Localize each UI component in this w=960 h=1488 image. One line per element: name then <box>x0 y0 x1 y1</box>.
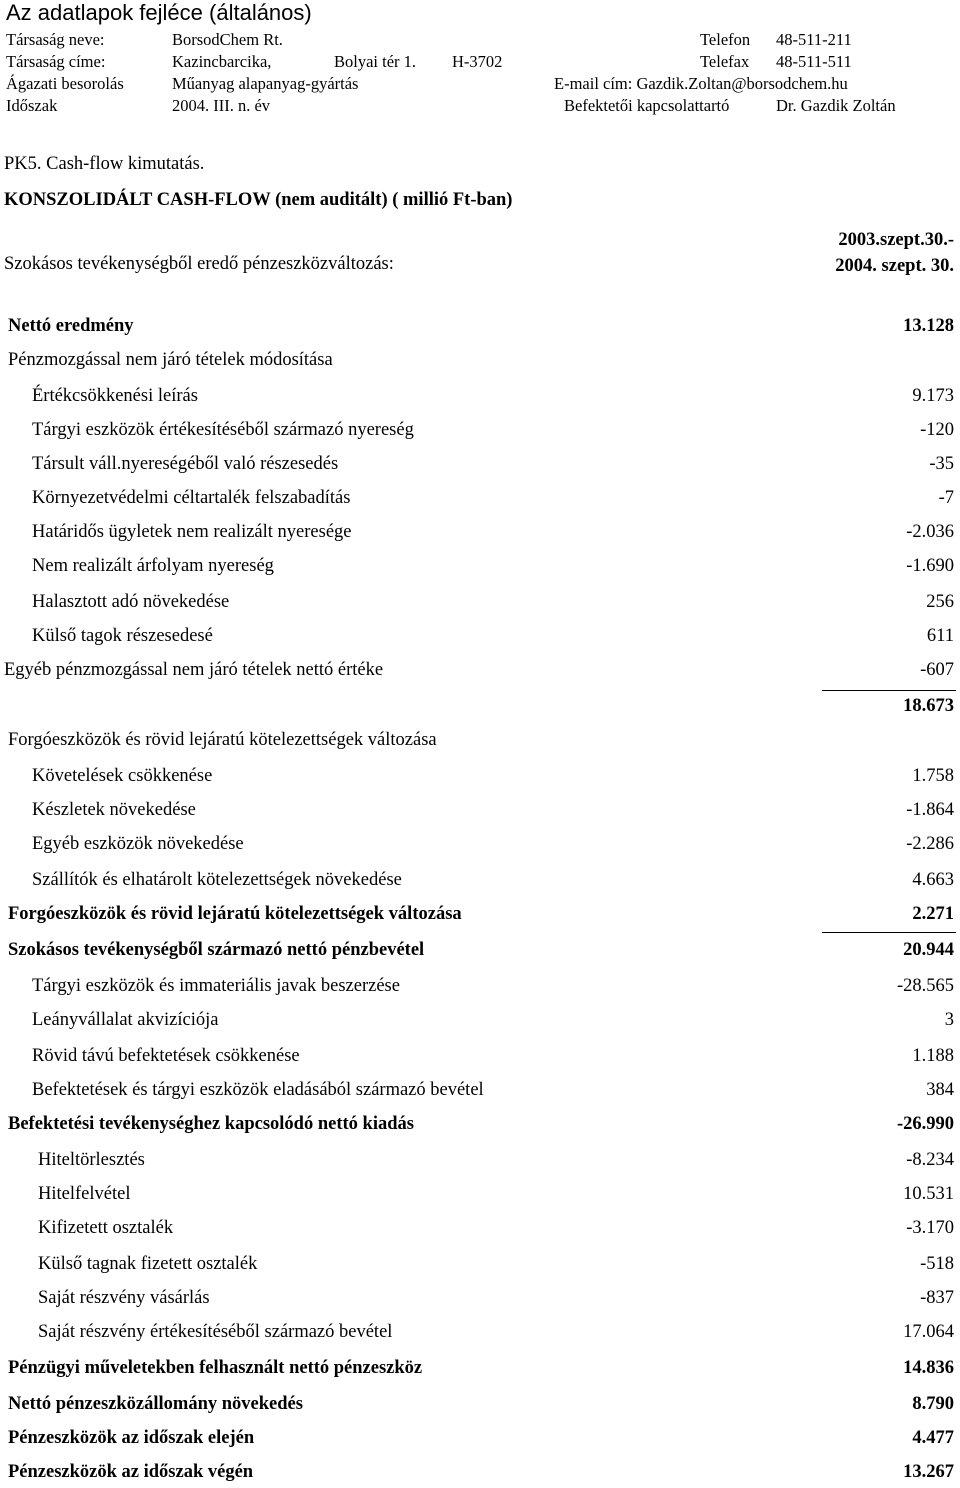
row-label: Követelések csökkenése <box>32 766 213 786</box>
row-value: 384 <box>926 1080 954 1100</box>
table-row <box>0 482 960 514</box>
table-row <box>0 828 960 860</box>
row-label: Szokásos tevékenységből származó nettó pénzbevétel <box>8 940 425 960</box>
table-row <box>0 654 960 686</box>
row-label: Nettó pénzeszközállomány növekedés <box>8 1394 303 1414</box>
phone-label: Telefon <box>700 30 751 49</box>
company-name-label: Társaság neve: <box>6 30 105 49</box>
report-title: KONSZOLIDÁLT CASH-FLOW (nem auditált) ( millió Ft-ban) <box>4 190 513 210</box>
row-label: Nettó eredmény <box>8 316 134 336</box>
row-value: 10.531 <box>903 1184 954 1204</box>
table-row <box>0 864 960 896</box>
row-value: 4.477 <box>912 1428 954 1448</box>
row-label: Külső tagnak fizetett osztalék <box>38 1254 258 1274</box>
row-value: -2.036 <box>906 522 954 542</box>
row-value: 1.188 <box>912 1046 954 1066</box>
row-value: -8.234 <box>906 1150 954 1170</box>
row-label: Készletek növekedése <box>32 800 196 820</box>
row-label: Pénzmozgással nem járó tételek módosítása <box>8 350 333 370</box>
address-zip: H-3702 <box>452 52 503 71</box>
row-value: 3 <box>944 1010 954 1030</box>
table-row <box>0 1422 960 1454</box>
table-row <box>0 1388 960 1420</box>
row-value: 13.267 <box>903 1462 954 1482</box>
period-line-1: 2003.szept.30.- <box>838 230 954 250</box>
table-row <box>0 1178 960 1210</box>
table-row <box>0 414 960 446</box>
row-label: Tárgyi eszközök értékesítéséből származó nyereség <box>32 420 414 440</box>
row-label: Pénzeszközök az időszak végén <box>8 1462 254 1482</box>
row-label: Tárgyi eszközök és immateriális javak beszerzése <box>32 976 400 996</box>
subtotal-rule <box>822 932 956 933</box>
fax: 48-511-511 <box>776 52 852 71</box>
row-value: 256 <box>926 592 954 612</box>
table-row <box>0 550 960 582</box>
row-value: 18.673 <box>903 696 954 716</box>
table-row <box>0 1282 960 1314</box>
row-label: Hitelfelvétel <box>38 1184 131 1204</box>
table-row <box>0 620 960 652</box>
row-value: -518 <box>920 1254 954 1274</box>
row-value: -35 <box>929 454 954 474</box>
row-label: Befektetések és tárgyi eszközök eladásából származó bevétel <box>32 1080 484 1100</box>
table-row <box>0 1248 960 1280</box>
row-label: Értékcsökkenési leírás <box>32 386 198 406</box>
table-row <box>0 1004 960 1036</box>
table-row <box>0 516 960 548</box>
row-value: -26.990 <box>896 1114 954 1134</box>
sector: Műanyag alapanyag-gyártás <box>172 74 359 93</box>
row-label: Egyéb eszközök növekedése <box>32 834 244 854</box>
report-code: PK5. Cash-flow kimutatás. <box>4 154 205 174</box>
row-value: 1.758 <box>912 766 954 786</box>
row-label: Forgóeszközök és rövid lejáratú kötelezettségek változása <box>8 904 462 924</box>
table-row <box>0 344 960 376</box>
table-row <box>0 1212 960 1244</box>
row-label: Pénzügyi műveletekben felhasznált nettó pénzeszköz <box>8 1358 423 1378</box>
period-label: Időszak <box>6 96 58 115</box>
row-label: Kifizetett osztalék <box>38 1218 174 1238</box>
row-label: Pénzeszközök az időszak elején <box>8 1428 255 1448</box>
row-label: Egyéb pénzmozgással nem járó tételek nettó értéke <box>4 660 384 680</box>
table-row <box>0 1074 960 1106</box>
table-row <box>0 448 960 480</box>
table-row <box>0 970 960 1002</box>
email: E-mail cím: Gazdik.Zoltan@borsodchem.hu <box>554 74 848 93</box>
row-value: 611 <box>926 626 954 646</box>
row-value: -28.565 <box>896 976 954 996</box>
table-row <box>0 1456 960 1488</box>
row-label: Hiteltörlesztés <box>38 1150 145 1170</box>
table-row <box>0 898 960 930</box>
row-label: Rövid távú befektetések csökkenése <box>32 1046 300 1066</box>
row-value: -7 <box>938 488 954 508</box>
row-value: 14.836 <box>903 1358 954 1378</box>
ir-label: Befektetői kapcsolattartó <box>564 96 730 115</box>
table-row <box>0 934 960 966</box>
section-label: Szokásos tevékenységből eredő pénzeszközváltozás: <box>4 254 394 274</box>
fax-label: Telefax <box>700 52 750 71</box>
sector-label: Ágazati besorolás <box>6 74 124 93</box>
table-row <box>0 794 960 826</box>
row-label: Környezetvédelmi céltartalék felszabadítás <box>32 488 351 508</box>
row-value: -1.864 <box>906 800 954 820</box>
table-row <box>0 310 960 342</box>
row-value: 13.128 <box>903 316 954 336</box>
row-label: Társult váll.nyereségéből való részesedés <box>32 454 339 474</box>
row-label: Határidős ügyletek nem realizált nyeresége <box>32 522 352 542</box>
row-label: Saját részvény értékesítéséből származó bevétel <box>38 1322 393 1342</box>
row-value: -3.170 <box>906 1218 954 1238</box>
row-label: Forgóeszközök és rövid lejáratú kötelezettségek változása <box>8 730 437 750</box>
table-row <box>0 586 960 618</box>
address-street: Bolyai tér 1. <box>334 52 417 71</box>
ir-name: Dr. Gazdik Zoltán <box>776 96 896 115</box>
row-value: 2.271 <box>912 904 954 924</box>
row-value: 17.064 <box>903 1322 954 1342</box>
table-row <box>0 1316 960 1348</box>
table-row <box>0 1108 960 1140</box>
period-line-2: 2004. szept. 30. <box>835 256 954 276</box>
row-value: -1.690 <box>906 556 954 576</box>
row-label: Saját részvény vásárlás <box>38 1288 210 1308</box>
table-row <box>0 1352 960 1384</box>
row-value: 4.663 <box>912 870 954 890</box>
table-row <box>0 1040 960 1072</box>
row-value: -2.286 <box>906 834 954 854</box>
row-value: 9.173 <box>912 386 954 406</box>
table-row <box>0 724 960 756</box>
row-value: -120 <box>920 420 954 440</box>
row-value: -607 <box>920 660 954 680</box>
row-label: Külső tagok részesedesé <box>32 626 213 646</box>
company-name: BorsodChem Rt. <box>172 30 283 49</box>
row-value: -837 <box>920 1288 954 1308</box>
address-city: Kazincbarcika, <box>172 52 272 71</box>
header-title: Az adatlapok fejléce (általános) <box>6 0 312 25</box>
row-label: Leányvállalat akvizíciója <box>32 1010 219 1030</box>
row-label: Nem realizált árfolyam nyereség <box>32 556 274 576</box>
row-value: 20.944 <box>903 940 954 960</box>
table-row <box>0 690 960 722</box>
phone: 48-511-211 <box>776 30 852 49</box>
table-row <box>0 760 960 792</box>
row-label: Szállítók és elhatárolt kötelezettségek növekedése <box>32 870 402 890</box>
table-row <box>0 1144 960 1176</box>
row-label: Halasztott adó növekedése <box>32 592 230 612</box>
row-value: 8.790 <box>912 1394 954 1414</box>
row-label: Befektetési tevékenységhez kapcsolódó nettó kiadás <box>8 1114 414 1134</box>
table-row <box>0 380 960 412</box>
period: 2004. III. n. év <box>172 96 271 115</box>
address-label: Társaság címe: <box>6 52 106 71</box>
